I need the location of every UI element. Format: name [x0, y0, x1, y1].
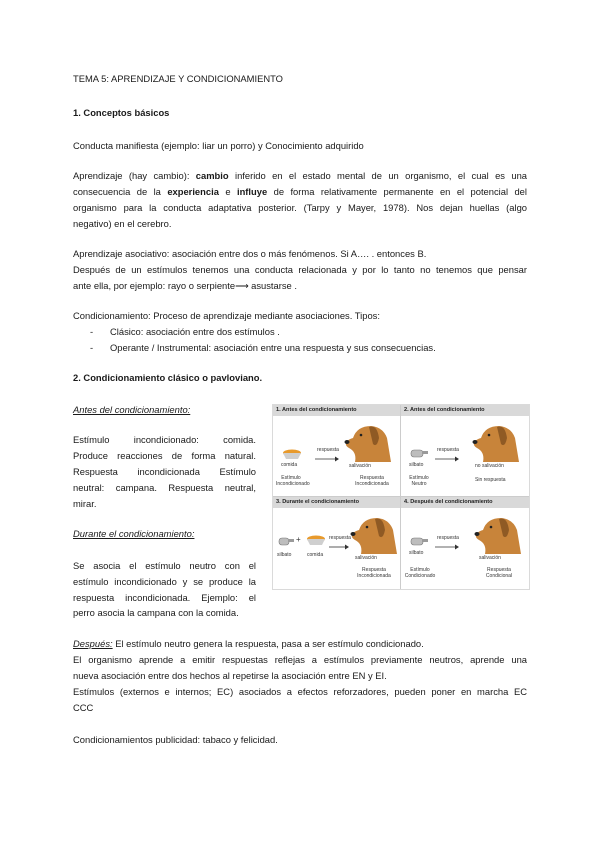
condicionamiento-intro: Condicionamiento: Proceso de aprendizaje mediante asociaciones. Tipos:	[73, 310, 380, 321]
label: salivación	[479, 555, 501, 561]
label: comida	[307, 552, 324, 558]
dog-icon	[473, 510, 525, 556]
panel-4	[401, 497, 529, 589]
aprendizaje-line-3: organismo para la conducta adaptativa posterior. (Tarpy y Mayer, 1978). Nos dejan huellas (algo	[73, 202, 527, 213]
aprendizaje-line-4: negativo) en el cerebro.	[73, 218, 172, 229]
label: Respuesta Incondicionada	[355, 475, 389, 487]
label: silbato	[409, 550, 424, 556]
panel-title: 1. Antes del condicionamiento	[273, 405, 400, 416]
aprendizaje-line-2: consecuencia de la experiencia e influye de forma relativamente permanente en el potencial del	[73, 186, 527, 197]
whistle-icon	[409, 447, 429, 461]
antes-heading: Antes del condicionamiento:	[73, 404, 191, 415]
label: Estímulo Neutro	[409, 475, 429, 487]
panel-3	[273, 497, 401, 589]
label: silbato	[409, 462, 424, 468]
label: salivación	[349, 463, 371, 469]
arrow-icon	[435, 453, 459, 464]
label: Respuesta Condicional	[485, 567, 513, 579]
asociativo-line-2: Después de un estímulos tenemos una conducta relacionada y por lo tanto no tenemos que pensar	[73, 264, 527, 275]
label: salivación	[355, 555, 377, 561]
label: comida	[281, 462, 298, 468]
label: respuesta	[329, 535, 351, 541]
section1-heading: 1. Conceptos básicos	[73, 107, 170, 118]
antes-line-4: neutral: campana. Respuesta neutral,	[73, 482, 256, 493]
bullet-dash: -	[90, 342, 94, 353]
antes-line-3: Respuesta incondicionada Estímulo	[73, 466, 256, 477]
dog-icon	[471, 418, 523, 464]
label: respuesta	[437, 447, 459, 453]
label: Estímulo Incondicionado	[276, 475, 310, 487]
label: Sin respuesta	[475, 477, 506, 483]
aprendizaje-line-1: Aprendizaje (hay cambio): cambio inferido en el estado mental de un organismo, el cual es una	[73, 170, 527, 181]
durante-line-1: Se asocia el estímulo neutro con el	[73, 560, 256, 571]
conditioning-figure	[272, 404, 530, 590]
panel-title: 4. Después del condicionamiento	[401, 497, 529, 508]
label: no salivación	[475, 463, 504, 469]
antes-line-5: mirar.	[73, 498, 97, 509]
estimulos-line-2: CCC	[73, 702, 94, 713]
food-bowl-icon	[305, 535, 327, 549]
panel-title: 3. Durante el condicionamiento	[273, 497, 400, 508]
durante-line-4: perro asocia la campana con la comida.	[73, 607, 239, 618]
durante-line-2: estímulo incondicionado y se produce la	[73, 576, 256, 587]
food-bowl-icon	[281, 449, 303, 463]
organismo-line-2: nueva asociación entre dos hechos al repetirse la asociación entre EN y EI.	[73, 670, 387, 681]
asociativo-line-3: ante ella, por ejemplo: rayo o serpiente⟶ asustarse .	[73, 280, 297, 291]
publicidad-line: Condicionamientos publicidad: tabaco y felicidad.	[73, 734, 278, 745]
durante-heading: Durante el condicionamiento:	[73, 528, 195, 539]
label: respuesta	[317, 447, 339, 453]
antes-line-1: Estímulo incondicionado: comida.	[73, 434, 256, 445]
arrow-icon	[315, 453, 339, 464]
panel-2	[401, 405, 529, 497]
whistle-icon	[277, 535, 295, 549]
antes-line-2: Produce reacciones de forma natural.	[73, 450, 256, 461]
label: Estímulo Condicionado	[404, 567, 436, 579]
asociativo-line-1: Aprendizaje asociativo: asociación entre dos o más fenómenos. Si A…. . entonces B.	[73, 248, 427, 259]
panel-title: 2. Antes del condicionamiento	[401, 405, 529, 416]
label: respuesta	[437, 535, 459, 541]
conducta-text: Conducta manifiesta (ejemplo: liar un porro) y Conocimiento adquirido	[73, 140, 364, 151]
despues-line: Después: El estímulo neutro genera la respuesta, pasa a ser estímulo condicionado.	[73, 638, 424, 649]
page-title: TEMA 5: APRENDIZAJE Y CONDICIONAMIENTO	[73, 73, 283, 84]
bullet-dash: -	[90, 326, 94, 337]
list-item-operante: Operante / Instrumental: asociación entre una respuesta y sus consecuencias.	[110, 342, 436, 353]
organismo-line-1: El organismo aprende a emitir respuestas reflejas a estímulos previamente neutros, aprende una	[73, 654, 527, 665]
list-item-clasico: Clásico: asociación entre dos estímulos .	[110, 326, 280, 337]
label: silbato	[277, 552, 292, 558]
dog-icon	[343, 418, 395, 464]
plus-sign: +	[296, 535, 301, 544]
estimulos-line-1: Estímulos (externos e internos; EC) asociados a efectos reforzadores, pueden poner en marcha EC	[73, 686, 527, 697]
arrow-icon	[329, 541, 349, 552]
label: Respuesta Incondicionada	[357, 567, 391, 579]
arrow-icon	[435, 541, 459, 552]
dog-icon	[349, 510, 399, 556]
whistle-icon	[409, 535, 429, 549]
panel-1	[273, 405, 401, 497]
durante-line-3: respuesta incondicionada. Ejemplo: el	[73, 592, 256, 603]
section2-heading: 2. Condicionamiento clásico o pavloviano.	[73, 372, 263, 383]
